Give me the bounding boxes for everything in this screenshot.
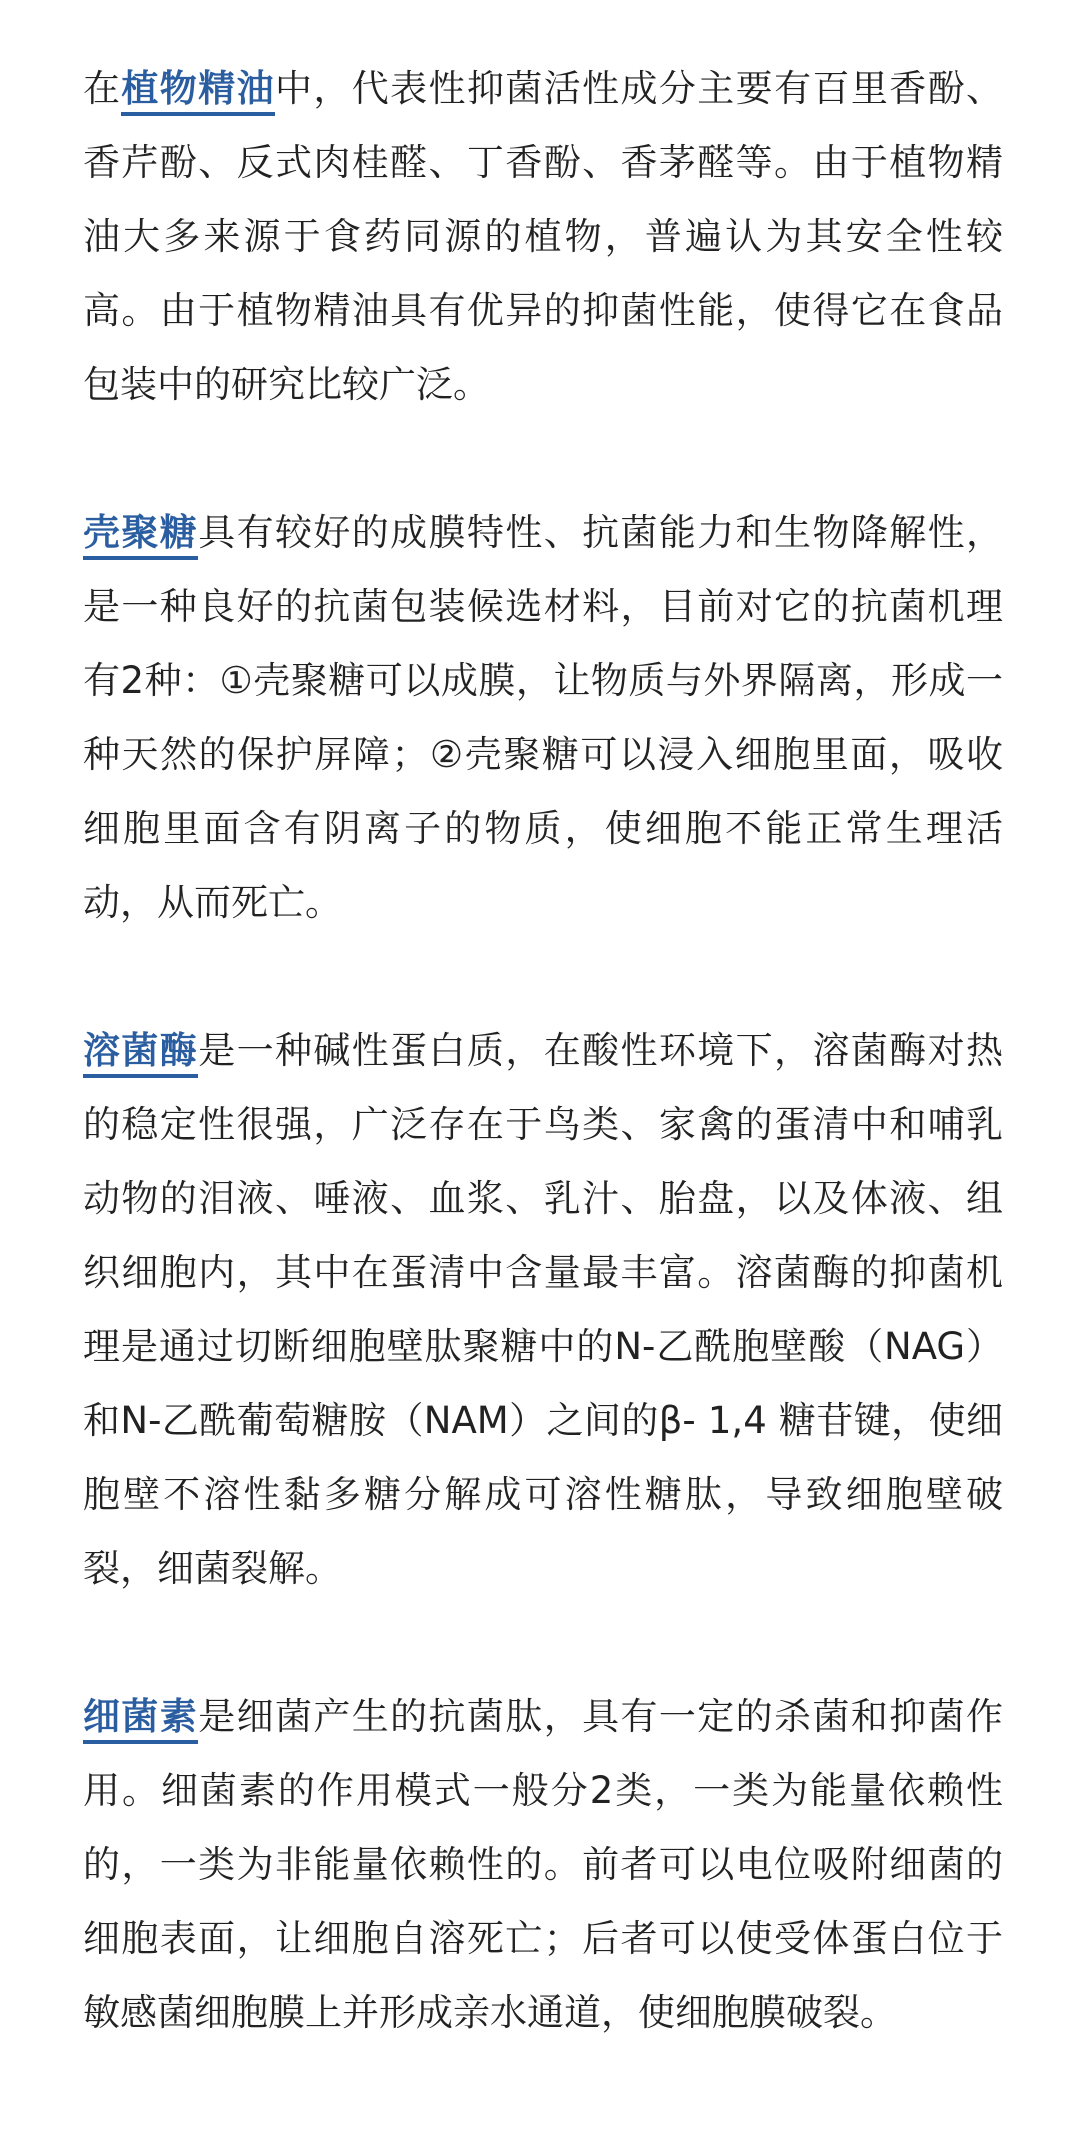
paragraph-plant-essential-oil [83, 52, 1003, 422]
term-link-bacteriocin[interactable]: 细菌素 [83, 1695, 198, 1744]
paragraph-text: 是一种碱性蛋白质，在酸性环境下，溶菌酶对热的稳定性很强，广泛存在于鸟类、家禽的蛋清中和哺乳动物的泪液、唾液、血浆、乳汁、胎盘，以及体液、组织细胞内，其中在蛋清中含量最丰富。溶菌酶的抑菌机理是通过切断细胞壁肽聚糖中的N-乙酰胞壁酸（NAG）和N-乙酰葡萄糖胺（NAM）之间的β- 1,4 糖苷键，使细胞壁不溶性黏多糖分解成可溶性糖肽，导致细胞壁破裂，细菌裂解。 [83, 1029, 1004, 1590]
term-link-chitosan[interactable]: 壳聚糖 [83, 511, 198, 560]
paragraph-text: 是细菌产生的抗菌肽，具有一定的杀菌和抑菌作用。细菌素的作用模式一般分2类，一类为能量依赖性的，一类为非能量依赖性的。前者可以电位吸附细菌的细胞表面，让细胞自溶死亡；后者可以使受体蛋白位于敏感菌细胞膜上并形成亲水通道，使细胞膜破裂。 [83, 1695, 1004, 2034]
paragraph-text: 具有较好的成膜特性、抗菌能力和生物降解性，是一种良好的抗菌包装候选材料，目前对它的抗菌机理有2种：①壳聚糖可以成膜，让物质与外界隔离，形成一种天然的保护屏障；②壳聚糖可以浸入细胞里面，吸收细胞里面含有阴离子的物质，使细胞不能正常生理活动，从而死亡。 [83, 511, 1004, 924]
paragraph-bacteriocin [83, 1680, 1003, 2050]
paragraph-prefix: 在 [83, 67, 122, 110]
term-link-lysozyme[interactable]: 溶菌酶 [83, 1029, 198, 1078]
paragraph-text: 中，代表性抑菌活性成分主要有百里香酚、香芹酚、反式肉桂醛、丁香酚、香茅醛等。由于植物精油大多来源于食药同源的植物，普遍认为其安全性较高。由于植物精油具有优异的抑菌性能，使得它在食品包装中的研究比较广泛。 [83, 67, 1004, 406]
article-body [83, 52, 1003, 2124]
term-link-plant-essential-oil[interactable]: 植物精油 [121, 67, 275, 116]
paragraph-chitosan [83, 496, 1003, 940]
paragraph-lysozyme [83, 1014, 1003, 1606]
